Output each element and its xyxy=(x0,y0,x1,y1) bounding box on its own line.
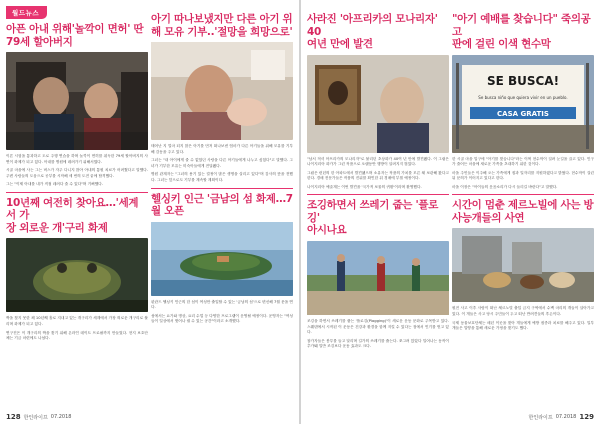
publication-name: 한인라이프 xyxy=(528,414,553,421)
article-headline: "아기 예배를 찾습니다" 죽의공고 판에 걸린 이색 현수막 xyxy=(452,13,591,50)
article-photo xyxy=(151,222,293,296)
left-page-footer xyxy=(6,413,71,421)
article-body: 한 시골 마을 입구에 "아기를 찾습니다"라는 이색 현수막이 걸려 눈길을 끌고 있다. 인구가 줄어든 마을에 새로운 가족을 초대하기 위한 것이다. 마을 주민들은 이주해 오는 가족에게 집과 일자리를 지원하겠다고 밝혔다. 현수막이 걸린 뒤 문의가 이어지고 있다고 한다. 마을 이장은 "아이들의 웃음소리가 다시 들리길 바란다"고 말했다. xyxy=(452,156,594,189)
page-number: 128 xyxy=(6,413,21,421)
divider xyxy=(151,188,293,189)
column-3 xyxy=(307,0,449,410)
divider xyxy=(452,194,594,195)
right-page-footer xyxy=(529,413,594,421)
article-headline: 사라진 '아프리카의 모나리자' 40 여년 만에 발견 xyxy=(307,13,438,50)
page-number: 129 xyxy=(579,413,594,421)
column-2 xyxy=(151,0,293,410)
divider xyxy=(6,192,148,193)
article-headline: 아기 따나보냈지만 다른 아기 위 해 모유 기부..'절망을 희망으로' xyxy=(151,13,293,38)
article-photo xyxy=(452,55,594,153)
article-photo xyxy=(307,241,449,315)
divider xyxy=(307,194,449,195)
article-headline: 10년째 여전히 찾아요…'세계서 가 장 외로운 개'구리 화제 xyxy=(6,196,139,234)
sign-subtitle: Se busca niño que quiera vivir en un pueblo. xyxy=(478,94,568,100)
article-photo xyxy=(151,42,293,140)
article-body: 태어난 지 얼마 되지 않은 아기를 먼저 떠나보낸 엄마가 다른 아기들을 위해 모유를 기부해 감동을 주고 있다. 그녀는 "내 아이에게 줄 수 없었던 사랑을 다른 아기들에게 나누고 싶었다"고 말했다. 그녀가 기부한 모유는 미숙아들에게 전달됐다. 병원 관계자는 "그녀의 용기 있는 결정이 많은 생명을 살리고 있다"며 감사의 뜻을 전했다. 그녀는 앞으로도 기부를 계속할 계획이다. xyxy=(151,144,293,182)
section-label: 월드뉴스 xyxy=(6,6,47,19)
article-body: 짝을 찾지 못한 채 10년째 홀로 지내고 있는 개구리가 세계에서 가장 외로운 개구리로 불리며 화제가 되고 있다. 연구진은 이 개구리의 짝을 찾기 위해 온라인 데이트 프로필까지 만들었다. 현지 보호단체는 기금 마련에도 나섰다. xyxy=(6,316,148,341)
publication-name: 한인라이프 xyxy=(23,414,48,421)
article-headline: 헬싱키 인근 '금남의 섬 화제…7 월 오픈 xyxy=(151,192,293,218)
article-photo xyxy=(6,52,148,150)
issue-date: 07.2018 xyxy=(50,414,72,420)
article-body: 원전 사고 이후 사람이 떠난 체르노빌 출입 금지 구역에서 수백 마리의 개들이 살아가고 있다. 이 개들은 사고 당시 주민들이 두고 떠난 반려견들의 후손이다. 국제 동물보호단체는 매년 이곳을 찾아 개들에게 예방 접종과 치료를 해주고 있다. 일부 개들은 입양을 통해 새로운 가정을 찾기도 했다. xyxy=(452,306,594,331)
article-body: 조깅을 하면서 쓰레기를 줍는 '플로깅(Plogging)'이 새로운 운동 문화로 주목받고 있다. 스웨덴에서 시작된 이 운동은 건강과 환경을 함께 지킬 수 있다는 점에서 인기를 얻고 있다. 참가자들은 봉투를 들고 달리며 길가의 쓰레기를 줍는다. 쪼그려 앉았다 일어나는 동작이 추가돼 일반 조깅보다 운동 효과도 크다. xyxy=(307,318,449,349)
article-photo xyxy=(452,228,594,302)
article-headline: 시간이 멈춘 제르노빌에 사는 방 사능개들의 사연 xyxy=(452,199,594,224)
article-photo xyxy=(307,55,449,153)
article-body: "남서 적셔 아프리카의 모나리자"로 불리던 초상화가 40여 년 만에 발견됐다. 이 그림은 나이지리아 화가가 그린 작품으로 오랫동안 행방이 알려지지 않았다. 그림은 런던의 한 아파트에서 발견됐으며 소유자는 작품의 가치를 모른 채 보관해 왔다고 한다. 경매 전문가들은 작품의 진위를 확인한 뒤 경매에 부칠 예정이다. 나이지리아 예술계는 이번 발견을 '국가적 보물의 귀환'이라며 환영했다. xyxy=(307,156,449,189)
page-gutter xyxy=(299,0,301,424)
column-1 xyxy=(6,0,148,410)
article-photo xyxy=(6,238,148,312)
sign-title: SE BUSCA! xyxy=(486,73,560,88)
article-headline: 아픈 아내 위해'놀깍이 면허' 딴 79세 할아버지 xyxy=(6,23,144,48)
article-headline: 조깅하면서 쓰레기 줍는 '플로깅' 아시나요 xyxy=(307,199,439,237)
column-4 xyxy=(452,0,594,410)
article-body: 이론 시험을 통과하고 도로 주행 연습을 하며 놀깍이 면허를 취득한 79세 할아버지의 사연이 화제가 되고 있다. 아내를 병원에 데려가기 위해서였다. 시골 마을에 사는 그는 버스가 자주 다니지 않아 아내의 통원 치료가 어려웠다고 말했다. 주변 사람들의 도움으로 공부를 시작해 세 번의 도전 끝에 합격했다. 그는 "이제 아내를 내가 직접 데려다 줄 수 있다"며 기뻐했다. xyxy=(6,154,148,187)
issue-date: 07.2018 xyxy=(555,414,577,420)
sign-footer: CASA GRATIS xyxy=(497,109,549,118)
article-body: 핀란드 헬싱키 인근의 한 섬이 여성만 출입할 수 있는 '금남의 섬'으로 변신해 7월 문을 연다. 섬에서는 요가와 명상, 요리 수업 등 다양한 프로그램이 운영될 예정이다. 운영자는 "여성들이 일상에서 벗어나 쉴 수 있는 공간"이라고 소개했다. xyxy=(151,299,293,324)
